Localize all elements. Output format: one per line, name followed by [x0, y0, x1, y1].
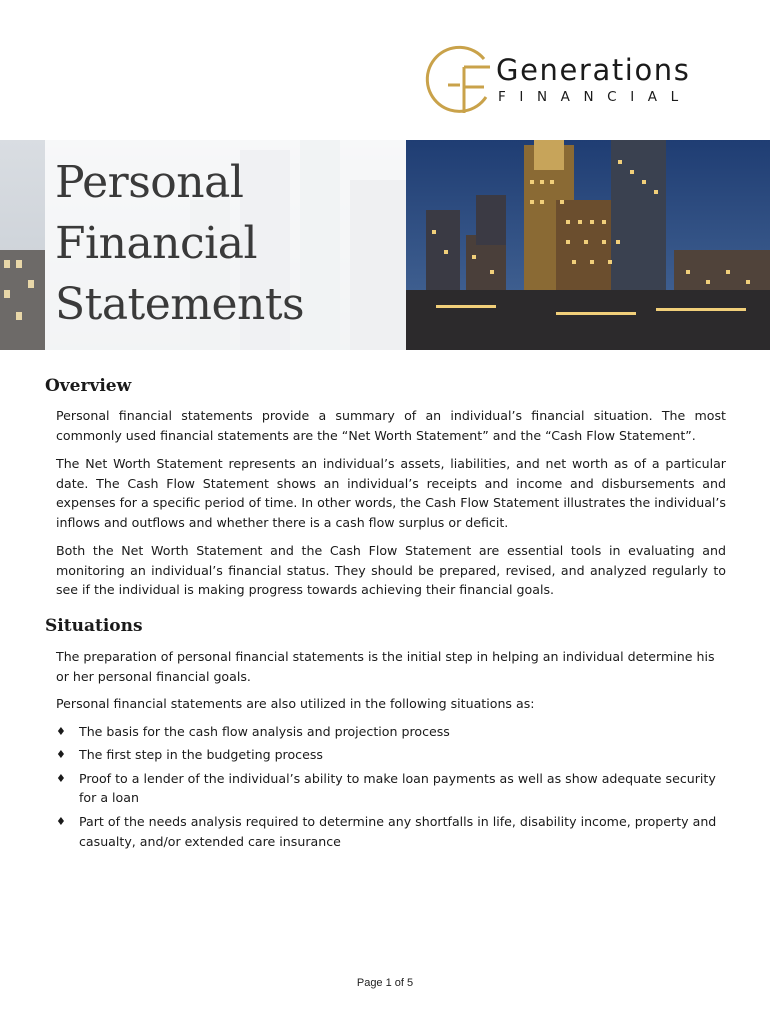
overview-paragraph: The Net Worth Statement represents an individual’s assets, liabilities, and net worth as of a particular date. The Cash Flow Statement shows an individual’s receipts and income and disbursements and expenses for a specific period of time. In other words, the Cash Flow Statement illustrates the individual’s inflows and outflows and whether there is a cash flow surplus or deficit. — [56, 456, 726, 531]
diamond-bullet-icon: ♦ — [56, 771, 66, 785]
list-item-text: The first step in the budgeting process — [79, 747, 323, 763]
city-skyline-image — [406, 140, 770, 350]
situations-heading: Situations — [45, 616, 143, 636]
overview-heading: Overview — [45, 376, 132, 396]
gf-monogram-icon — [424, 45, 500, 121]
overview-paragraph: Personal financial statements provide a summary of an individual’s financial situation. The most commonly used financial statements are the “Net Worth Statement” and the “Cash Flow Statement”. — [56, 408, 726, 443]
diamond-bullet-icon: ♦ — [56, 725, 66, 738]
situations-paragraph: Personal financial statements are also utilized in the following situations as: — [56, 696, 535, 711]
page-number: Page 1 of 5 — [356, 977, 414, 989]
situations-bullet-list — [56, 722, 726, 855]
page-title — [55, 152, 304, 335]
company-logo — [424, 45, 724, 120]
list-item-text: The basis for the cash flow analysis and projection process — [79, 724, 450, 739]
list-item-text: Part of the needs analysis required to determine any shortfalls in life, disability income, property and casualty, and/or extended care insurance — [79, 813, 717, 849]
list-item — [56, 722, 726, 742]
list-item — [56, 769, 726, 808]
header-banner — [0, 140, 770, 350]
logo-name: Generations — [496, 53, 691, 87]
title-line: Financial — [55, 218, 258, 269]
logo-subtitle: FINANCIAL — [498, 89, 692, 105]
list-item — [56, 745, 726, 765]
list-item — [56, 812, 726, 851]
diamond-bullet-icon: ♦ — [56, 814, 66, 828]
list-item-text: Proof to a lender of the individual’s ability to make loan payments as well as show adequate security for a loan — [79, 770, 716, 806]
title-line: Statements — [55, 279, 305, 330]
diamond-bullet-icon: ♦ — [56, 748, 66, 762]
overview-paragraph: Both the Net Worth Statement and the Cash Flow Statement are essential tools in evaluating and monitoring an individual’s financial status. They should be prepared, revised, and analyzed regularly to see if the individual is making progress towards achieving their financial goals. — [56, 543, 726, 598]
situations-paragraph: The preparation of personal financial statements is the initial step in helping an individual determine his or her personal financial goals. — [56, 649, 715, 684]
title-line: Personal — [55, 157, 244, 208]
